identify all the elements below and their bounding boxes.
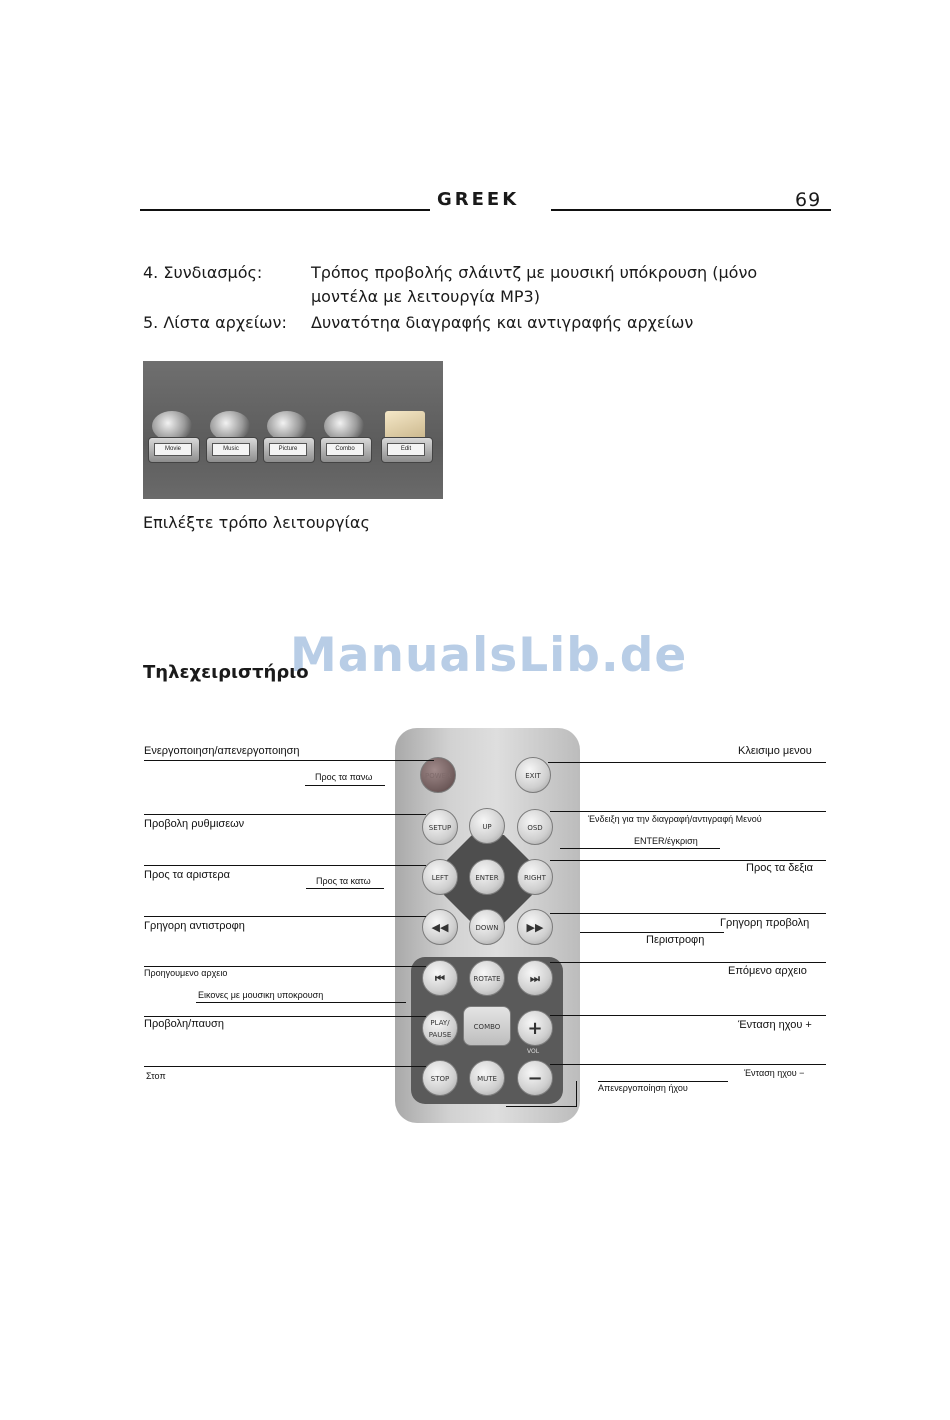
label-exit: Κλεισιμο μενου [738, 745, 812, 757]
leader-left [144, 865, 426, 866]
vol-label: VOL [527, 1048, 540, 1055]
leader-vol-plus [550, 1015, 826, 1016]
leader-mute-vertical [576, 1081, 577, 1107]
label-mute: Απενεργοποίηση ήχου [598, 1083, 688, 1093]
item-text-combo: Τρόπος προβολής σλάιντζ με μουσική υπόκρουση (μόνο μοντέλα με λειτουργία MP3) [311, 263, 758, 306]
rotate-button[interactable]: ROTATE [469, 960, 505, 996]
leader-rotate [580, 932, 724, 933]
mode-screenshot [143, 361, 443, 499]
vol-minus-button[interactable]: − [517, 1060, 553, 1096]
mode-movie: Movie [148, 411, 198, 463]
up-button[interactable]: UP [469, 808, 505, 844]
leader-exit [548, 762, 826, 763]
leader-enter [560, 848, 720, 849]
label-play: Προβολη/παυση [144, 1018, 224, 1030]
enter-button[interactable]: ENTER [469, 859, 505, 895]
leader-combo [196, 1002, 406, 1003]
leader-setup [144, 814, 426, 815]
play-pause-button[interactable]: PLAY/ PAUSE [422, 1010, 458, 1046]
osd-button[interactable]: OSD [517, 809, 553, 845]
leader-osd [550, 811, 826, 812]
label-left: Προς τα αριστερα [144, 869, 230, 881]
left-button[interactable]: LEFT [422, 859, 458, 895]
mode-picture: Picture [263, 411, 313, 463]
rewind-button[interactable]: ◀◀ [422, 909, 458, 945]
header-rule-left [140, 209, 430, 211]
header-language: GREEK [437, 189, 520, 210]
leader-mute-bottom [506, 1106, 576, 1107]
leader-down [306, 888, 384, 889]
setup-button[interactable]: SETUP [422, 809, 458, 845]
leader-power [144, 760, 434, 761]
label-vol-minus: Ένταση ηχου − [744, 1068, 805, 1078]
forward-button[interactable]: ▶▶ [517, 909, 553, 945]
mode-music: Music [206, 411, 256, 463]
label-next: Επόμενο αρχειο [728, 965, 807, 977]
leader-up [305, 785, 385, 786]
label-down: Προς τα κατω [316, 876, 371, 886]
leader-right [550, 860, 826, 861]
leader-next [550, 962, 826, 963]
vol-plus-button[interactable]: + [517, 1010, 553, 1046]
stop-button[interactable]: STOP [422, 1060, 458, 1096]
right-button[interactable]: RIGHT [517, 859, 553, 895]
label-forward: Γρηγορη προβολη [720, 917, 810, 929]
label-right: Προς τα δεξια [746, 862, 814, 874]
label-up: Προς τα πανω [315, 772, 373, 782]
page-number: 69 [795, 189, 822, 211]
leader-stop [144, 1066, 426, 1067]
combo-button[interactable]: COMBO [463, 1006, 511, 1046]
leader-rewind [144, 916, 426, 917]
leader-vol-minus [550, 1064, 826, 1065]
power-button[interactable]: POWER [420, 757, 456, 793]
leader-mute [598, 1081, 728, 1082]
mode-combo: Combo [320, 411, 370, 463]
label-prev: Προηγουμενο αρχειο [144, 968, 228, 978]
label-enter: ENTER/έγκριση [634, 836, 698, 846]
item-text-filelist: Δυνατότηα διαγραφής και αντιγραφής αρχείων [311, 313, 694, 332]
mute-button[interactable]: MUTE [469, 1060, 505, 1096]
label-vol-plus: Ένταση ηχου + [738, 1019, 812, 1031]
exit-button[interactable]: EXIT [515, 757, 551, 793]
label-stop: Στοπ [146, 1071, 166, 1081]
section-title: Τηλεχειριστήριο [143, 662, 309, 683]
item-label-combo: 4. Συνδιασμός: [143, 263, 263, 282]
label-power: Ενεργοποιηση/απενεργοποιηση [144, 745, 300, 757]
leader-prev [144, 966, 426, 967]
down-button[interactable]: DOWN [469, 909, 505, 945]
label-rotate: Περιστροφη [646, 934, 705, 946]
prev-button[interactable]: ⏮ [422, 960, 458, 996]
header-rule-right [551, 209, 831, 211]
leader-play [144, 1016, 426, 1017]
screenshot-caption: Επιλέξτε τρόπο λειτουργίας [143, 513, 370, 532]
label-osd: Ένδειξη για την διαγραφή/αντιγραφή Μενού [588, 814, 762, 824]
label-combo: Εικονες με μουσικη υποκρουση [198, 990, 324, 1000]
watermark: ManualsLib.de [290, 628, 688, 683]
next-button[interactable]: ⏭ [517, 960, 553, 996]
mode-edit: Edit [381, 411, 431, 463]
leader-forward [550, 913, 826, 914]
label-rewind: Γρηγορη αντιστροφη [144, 920, 245, 932]
item-label-filelist: 5. Λίστα αρχείων: [143, 313, 287, 332]
label-setup: Προβολη ρυθμισεων [144, 818, 245, 830]
